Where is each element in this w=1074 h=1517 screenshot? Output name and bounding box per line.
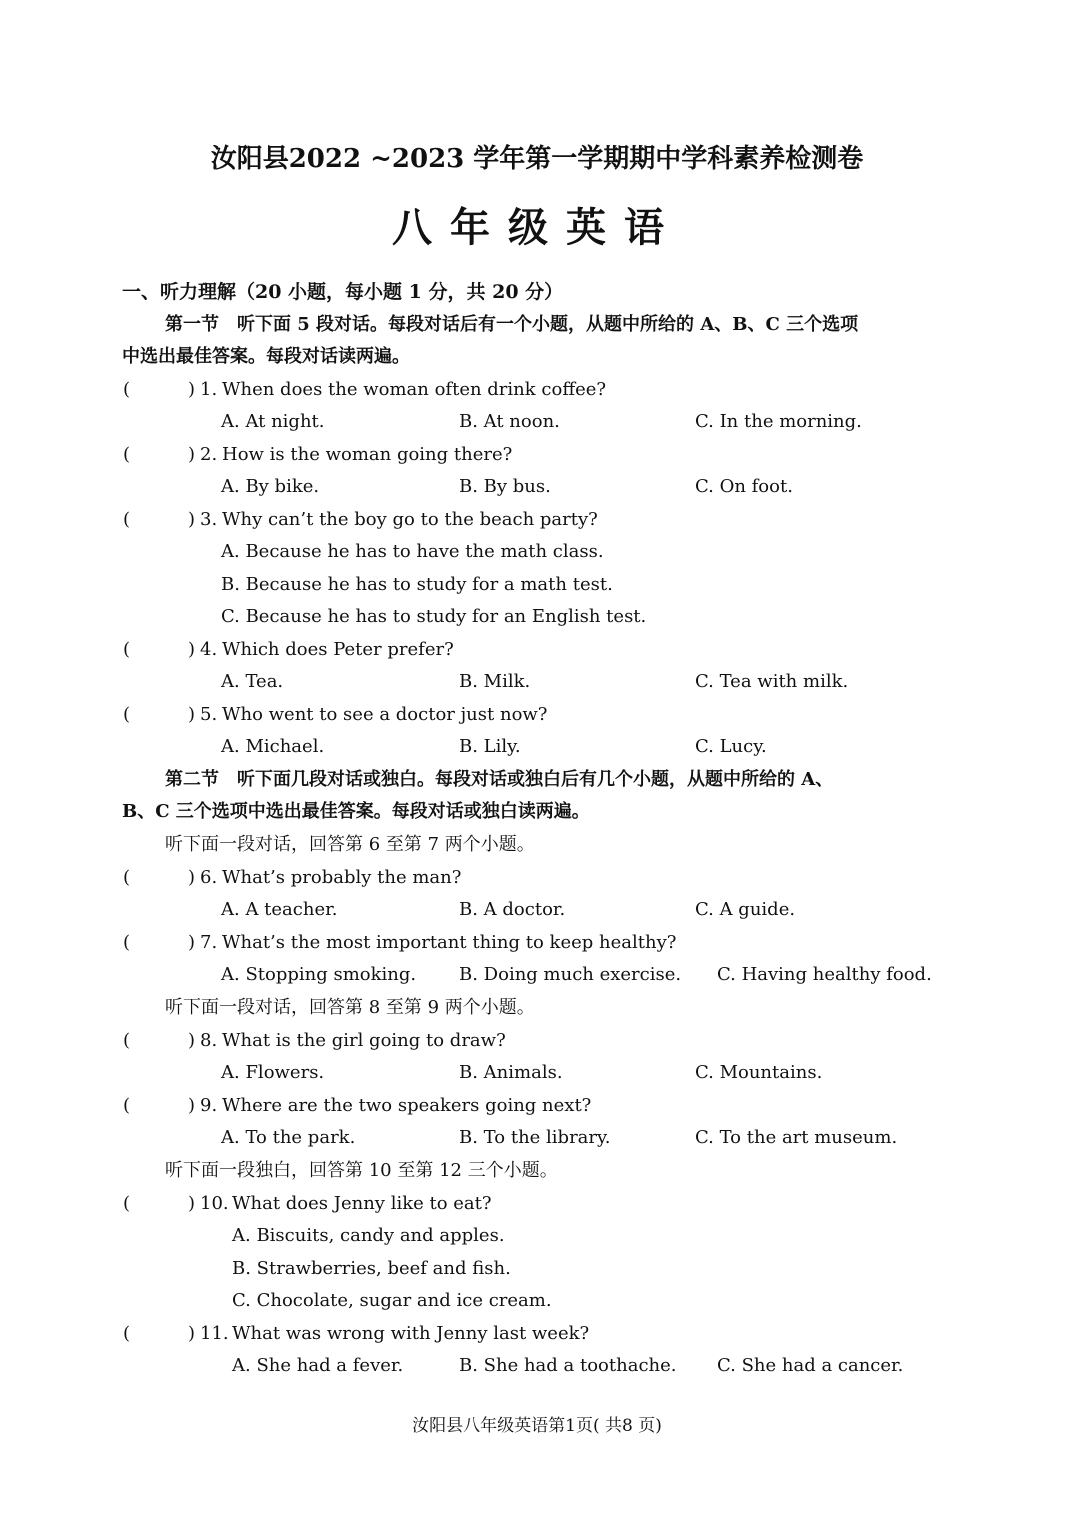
option-a: A. Tea. — [221, 671, 284, 692]
option-c: C. On foot. — [695, 476, 793, 497]
exam-title: 汝阳县2022 ~2023 学年第一学期期中学科素养检测卷 — [210, 144, 864, 174]
question-number: 11. — [200, 1323, 229, 1344]
option-a: A. A teacher. — [221, 899, 338, 920]
option-a: A. At night. — [221, 411, 325, 432]
answer-paren-open: ( — [123, 639, 131, 660]
option-c: C. In the morning. — [695, 411, 862, 432]
answer-paren-open: ( — [123, 704, 131, 725]
answer-paren-open: ( — [123, 1095, 131, 1116]
option-b: B. Doing much exercise. — [459, 964, 682, 985]
listening-instruction-6-7: 听下面一段对话，回答第 6 至第 7 两个小题。 — [165, 834, 535, 855]
option-a: A. Because he has to have the math class. — [221, 541, 604, 562]
answer-paren-close: ) — [188, 867, 196, 888]
answer-paren-open: ( — [123, 867, 131, 888]
answer-paren-close: ) — [188, 932, 196, 953]
answer-paren-close: ) — [188, 444, 196, 465]
question-text: What’s the most important thing to keep healthy? — [222, 932, 677, 953]
question-text: What’s probably the man? — [222, 867, 462, 888]
section1-instructions-line2: 中选出最佳答案。每段对话读两遍。 — [122, 346, 410, 367]
answer-paren-close: ) — [188, 379, 196, 400]
listening-instruction-8-9: 听下面一段对话，回答第 8 至第 9 两个小题。 — [165, 997, 535, 1018]
answer-paren-open: ( — [123, 932, 131, 953]
section-heading: 一、听力理解（20 小题，每小题 1 分，共 20 分） — [122, 281, 564, 303]
question-number: 6. — [200, 867, 218, 888]
option-a: A. She had a fever. — [232, 1355, 404, 1376]
question-text: Who went to see a doctor just now? — [222, 704, 548, 725]
answer-paren-open: ( — [123, 1193, 131, 1214]
option-c: C. She had a cancer. — [717, 1355, 904, 1376]
answer-paren-close: ) — [188, 704, 196, 725]
option-c: C. Lucy. — [695, 736, 767, 757]
answer-paren-open: ( — [123, 1323, 131, 1344]
option-a: A. Biscuits, candy and apples. — [232, 1225, 505, 1246]
option-a: A. By bike. — [221, 476, 320, 497]
option-c: C. Mountains. — [695, 1062, 823, 1083]
option-b: B. Animals. — [459, 1062, 563, 1083]
answer-paren-close: ) — [188, 1193, 196, 1214]
listening-instruction-10-12: 听下面一段独白，回答第 10 至第 12 三个小题。 — [165, 1160, 558, 1181]
question-number: 1. — [200, 379, 218, 400]
answer-paren-close: ) — [188, 509, 196, 530]
question-number: 3. — [200, 509, 218, 530]
answer-paren-open: ( — [123, 1030, 131, 1051]
answer-paren-close: ) — [188, 1095, 196, 1116]
option-b: B. Strawberries, beef and fish. — [232, 1258, 511, 1279]
section2-instructions-line2: B、C 三个选项中选出最佳答案。每段对话或独白读两遍。 — [122, 801, 590, 822]
option-c: C. Having healthy food. — [717, 964, 932, 985]
question-number: 9. — [200, 1095, 218, 1116]
option-a: A. Stopping smoking. — [221, 964, 417, 985]
section1-instructions-line1: 第一节 听下面 5 段对话。每段对话后有一个小题，从题中所给的 A、B、C 三个选项 — [165, 314, 859, 335]
option-b: B. She had a toothache. — [459, 1355, 677, 1376]
option-a: A. Flowers. — [221, 1062, 325, 1083]
option-a: A. Michael. — [221, 736, 325, 757]
question-number: 5. — [200, 704, 218, 725]
option-b: B. A doctor. — [459, 899, 566, 920]
answer-paren-close: ) — [188, 639, 196, 660]
question-number: 4. — [200, 639, 218, 660]
question-number: 7. — [200, 932, 218, 953]
answer-paren-close: ) — [188, 1323, 196, 1344]
question-text: Which does Peter prefer? — [222, 639, 454, 660]
option-b: B. By bus. — [459, 476, 551, 497]
question-number: 8. — [200, 1030, 218, 1051]
question-text: When does the woman often drink coffee? — [222, 379, 607, 400]
question-text: What does Jenny like to eat? — [232, 1193, 492, 1214]
option-b: B. Lily. — [459, 736, 521, 757]
option-b: B. At noon. — [459, 411, 560, 432]
page-footer: 汝阳县八年级英语第1页( 共8 页) — [412, 1416, 662, 1436]
option-c: C. Tea with milk. — [695, 671, 849, 692]
option-a: A. To the park. — [221, 1127, 356, 1148]
question-text: What is the girl going to draw? — [222, 1030, 506, 1051]
option-c: C. A guide. — [695, 899, 796, 920]
answer-paren-close: ) — [188, 1030, 196, 1051]
question-number: 2. — [200, 444, 218, 465]
question-number: 10. — [200, 1193, 229, 1214]
option-c: C. To the art museum. — [695, 1127, 898, 1148]
answer-paren-open: ( — [123, 444, 131, 465]
option-c: C. Chocolate, sugar and ice cream. — [232, 1290, 552, 1311]
question-text: What was wrong with Jenny last week? — [232, 1323, 590, 1344]
question-text: Why can’t the boy go to the beach party? — [222, 509, 598, 530]
question-text: How is the woman going there? — [222, 444, 513, 465]
section2-instructions-line1: 第二节 听下面几段对话或独白。每段对话或独白后有几个小题，从题中所给的 A、 — [165, 769, 834, 790]
option-b: B. Because he has to study for a math test. — [221, 574, 613, 595]
option-c: C. Because he has to study for an English test. — [221, 606, 647, 627]
answer-paren-open: ( — [123, 379, 131, 400]
question-text: Where are the two speakers going next? — [222, 1095, 592, 1116]
answer-paren-open: ( — [123, 509, 131, 530]
option-b: B. To the library. — [459, 1127, 611, 1148]
option-b: B. Milk. — [459, 671, 531, 692]
exam-subtitle: 八年级英语 — [392, 204, 682, 251]
